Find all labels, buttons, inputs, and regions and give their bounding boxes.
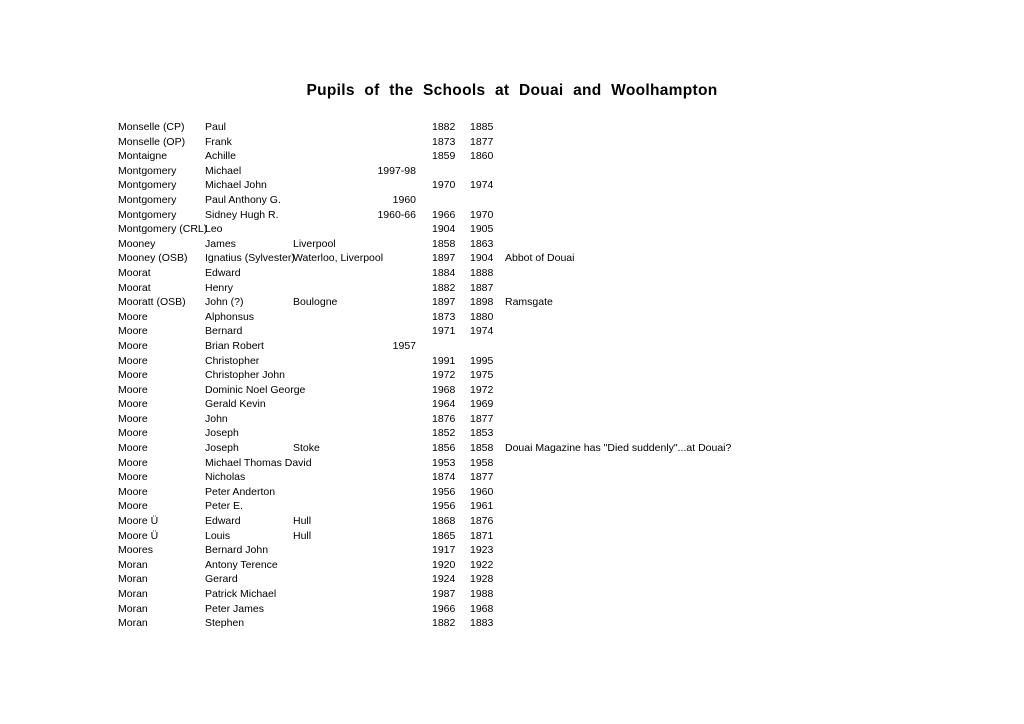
table-row	[118, 237, 1018, 252]
pupil-surname: Mooney	[118, 237, 156, 250]
pupil-given-names: Joseph	[205, 427, 239, 440]
pupil-year-start: 1856	[432, 442, 456, 455]
table-row	[118, 485, 1018, 500]
pupil-given-names: Bernard John	[205, 544, 269, 557]
pupil-year-end: 1888	[470, 266, 494, 279]
pupil-year-end: 1883	[470, 617, 494, 630]
table-row	[118, 281, 1018, 296]
pupil-year-end: 1880	[470, 310, 494, 323]
table-row	[118, 208, 1018, 223]
pupil-given-names: Leo	[205, 223, 223, 236]
table-row	[118, 572, 1018, 587]
pupil-year-start: 1971	[432, 325, 456, 338]
pupil-surname: Moran	[118, 588, 148, 600]
pupil-year-start: 1972	[432, 369, 456, 382]
pupil-year-end: 1928	[470, 573, 494, 586]
table-row	[118, 324, 1018, 339]
pupil-year-end: 1876	[470, 515, 494, 528]
pupil-year-end: 1898	[470, 296, 494, 309]
pupil-given-names: James	[205, 237, 236, 250]
pupil-note: Ramsgate	[505, 296, 553, 309]
pupil-surname: Moore	[118, 471, 148, 484]
table-row	[118, 193, 1018, 208]
pupil-surname: Moore Ü	[118, 529, 159, 542]
table-row	[118, 178, 1018, 193]
pupil-year-end: 1968	[470, 602, 494, 615]
pupil-given-names: Edward	[205, 515, 241, 528]
pupil-given-names: Achille	[205, 150, 236, 163]
pupil-surname: Moran	[118, 617, 148, 630]
pupil-given-names: Gerald Kevin	[205, 398, 266, 411]
pupil-surname: Montgomery	[118, 179, 177, 192]
pupil-year-end: 1858	[470, 442, 494, 455]
table-row	[118, 339, 1018, 354]
pupil-given-names: Christopher John	[205, 369, 285, 382]
pupil-year-start: 1956	[432, 500, 456, 513]
pupil-surname: Moorat	[118, 266, 151, 279]
pupil-given-names: Gerard	[205, 573, 238, 586]
pupil-year-end: 1972	[470, 383, 494, 396]
pupil-year-end: 1974	[470, 179, 494, 192]
pupil-surname: Moore	[118, 485, 148, 498]
pupil-surname: Moore Ü	[118, 515, 159, 528]
table-row	[118, 310, 1018, 325]
pupil-given-names: Michael John	[205, 179, 267, 192]
pupil-date-range: 1960	[392, 193, 416, 206]
table-row	[118, 251, 1018, 266]
pupil-year-start: 1953	[432, 456, 456, 469]
pupil-note: Douai Magazine has "Died suddenly"...at Douai?	[505, 442, 732, 455]
pupil-surname: Moorat	[118, 281, 151, 294]
pupil-year-end: 1863	[470, 237, 494, 250]
table-row	[118, 135, 1018, 150]
pupil-given-names: Peter E.	[205, 500, 243, 513]
table-row	[118, 222, 1018, 237]
pupil-surname: Moran	[118, 602, 148, 615]
pupil-given-names: Sidney Hugh R.	[205, 208, 279, 221]
table-row	[118, 426, 1018, 441]
pupil-given-names: Peter Anderton	[205, 485, 276, 498]
pupil-surname: Montgomery	[118, 193, 177, 206]
pupil-date-range: 1957	[392, 339, 416, 352]
pupil-year-start: 1873	[432, 310, 456, 323]
page-title: Pupils of the Schools at Douai and Woolhampton	[306, 82, 718, 99]
pupil-year-start: 1917	[432, 544, 456, 557]
pupil-place: Waterloo, Liverpool	[293, 252, 384, 265]
pupil-given-names: Nicholas	[205, 471, 246, 484]
pupil-surname: Moore	[118, 412, 148, 425]
table-row	[118, 456, 1018, 471]
pupil-year-start: 1868	[432, 515, 456, 528]
table-row	[118, 529, 1018, 544]
pupil-year-end: 1853	[470, 427, 494, 440]
pupil-year-end: 1975	[470, 369, 494, 382]
pupil-year-end: 1922	[470, 558, 494, 571]
pupil-year-end: 1904	[470, 252, 494, 265]
pupil-surname: Monselle (CP)	[118, 121, 185, 133]
table-row	[118, 164, 1018, 179]
pupil-year-start: 1991	[432, 354, 456, 367]
pupil-year-start: 1964	[432, 398, 456, 411]
table-row	[118, 441, 1018, 456]
pupil-year-end: 1988	[470, 588, 494, 600]
pupil-year-start: 1966	[432, 208, 456, 221]
table-row	[118, 397, 1018, 412]
table-row	[118, 514, 1018, 529]
pupil-surname: Montgomery	[118, 164, 177, 177]
pupil-surname: Moore	[118, 500, 148, 513]
pupil-given-names: Paul Anthony G.	[205, 193, 281, 206]
pupil-year-start: 1897	[432, 252, 456, 265]
pupil-year-start: 1956	[432, 485, 456, 498]
pupil-year-end: 1885	[470, 121, 494, 133]
table-row	[118, 499, 1018, 514]
pupil-year-end: 1877	[470, 471, 494, 484]
table-row	[118, 295, 1018, 310]
pupil-year-start: 1873	[432, 135, 456, 148]
pupil-year-end: 1860	[470, 150, 494, 163]
pupil-year-end: 1974	[470, 325, 494, 338]
pupil-given-names: Paul	[205, 121, 227, 133]
pupil-year-start: 1882	[432, 617, 456, 630]
pupil-given-names: Alphonsus	[205, 310, 255, 323]
table-row	[118, 412, 1018, 427]
pupil-surname: Moore	[118, 354, 148, 367]
pupil-surname: Moore	[118, 456, 148, 469]
pupil-date-range: 1997-98	[377, 164, 416, 177]
pupil-year-start: 1970	[432, 179, 456, 192]
pupil-given-names: Henry	[205, 281, 234, 294]
pupil-year-start: 1968	[432, 383, 456, 396]
pupil-year-end: 1923	[470, 544, 494, 557]
pupil-given-names: John	[205, 412, 228, 425]
table-row	[118, 616, 1018, 631]
pupil-surname: Monselle (OP)	[118, 135, 186, 148]
pupil-given-names: Antony Terence	[205, 558, 278, 571]
pupil-year-end: 1887	[470, 281, 494, 294]
pupil-surname: Moran	[118, 573, 148, 586]
pupil-surname: Moore	[118, 339, 148, 352]
pupils-table	[118, 120, 1018, 631]
pupil-year-end: 1877	[470, 412, 494, 425]
pupil-year-start: 1858	[432, 237, 456, 250]
pupil-given-names: Joseph	[205, 442, 239, 455]
pupil-surname: Moore	[118, 310, 148, 323]
table-row	[118, 587, 1018, 602]
table-row	[118, 470, 1018, 485]
pupil-year-end: 1877	[470, 135, 494, 148]
pupil-given-names: Dominic Noel George	[205, 383, 306, 396]
pupil-surname: Mooney (OSB)	[118, 252, 188, 265]
pupil-year-start: 1882	[432, 121, 456, 133]
pupil-given-names: Brian Robert	[205, 339, 264, 352]
pupil-year-end: 1970	[470, 208, 494, 221]
pupil-given-names: Patrick Michael	[205, 588, 277, 600]
pupil-surname: Moores	[118, 544, 154, 557]
pupil-year-start: 1966	[432, 602, 456, 615]
pupil-given-names: Christopher	[205, 354, 260, 367]
table-row	[118, 368, 1018, 383]
table-row	[118, 383, 1018, 398]
pupil-year-start: 1920	[432, 558, 456, 571]
pupil-surname: Moore	[118, 325, 148, 338]
pupil-year-start: 1884	[432, 266, 456, 279]
pupil-year-end: 1958	[470, 456, 494, 469]
pupil-year-end: 1871	[470, 529, 494, 542]
table-row	[118, 266, 1018, 281]
pupil-given-names: Bernard	[205, 325, 243, 338]
pupil-place: Hull	[293, 515, 312, 528]
pupil-place: Stoke	[293, 442, 320, 455]
pupil-note: Abbot of Douai	[505, 252, 575, 265]
table-row	[118, 602, 1018, 617]
pupil-place: Boulogne	[293, 296, 338, 309]
pupil-surname: Moore	[118, 369, 148, 382]
pupil-given-names: Michael	[205, 164, 242, 177]
pupil-place: Liverpool	[293, 237, 336, 250]
table-row	[118, 543, 1018, 558]
pupil-year-start: 1882	[432, 281, 456, 294]
table-row	[118, 120, 1018, 135]
pupil-surname: Moore	[118, 427, 148, 440]
pupil-year-start: 1904	[432, 223, 456, 236]
pupil-surname: Moore	[118, 383, 148, 396]
pupil-year-start: 1865	[432, 529, 456, 542]
pupil-year-end: 1960	[470, 485, 494, 498]
pupil-given-names: Stephen	[205, 617, 245, 630]
pupil-place: Hull	[293, 529, 312, 542]
pupil-given-names: John (?)	[205, 296, 244, 309]
table-row	[118, 149, 1018, 164]
pupil-date-range: 1960-66	[377, 208, 416, 221]
pupil-given-names: Frank	[205, 135, 232, 148]
pupil-year-end: 1995	[470, 354, 494, 367]
pupil-surname: Mooratt (OSB)	[118, 296, 186, 309]
pupil-year-start: 1897	[432, 296, 456, 309]
pupil-given-names: Ignatius (Sylvester)	[205, 252, 295, 265]
pupil-year-end: 1969	[470, 398, 494, 411]
pupil-year-start: 1874	[432, 471, 456, 484]
pupil-surname: Montaigne	[118, 150, 168, 163]
pupil-year-start: 1876	[432, 412, 456, 425]
table-row	[118, 558, 1018, 573]
pupil-given-names: Edward	[205, 266, 241, 279]
table-row	[118, 354, 1018, 369]
pupil-year-start: 1859	[432, 150, 456, 163]
pupil-given-names: Louis	[205, 529, 231, 542]
pupil-year-start: 1987	[432, 588, 456, 600]
pupil-year-start: 1924	[432, 573, 456, 586]
pupil-surname: Montgomery	[118, 208, 177, 221]
pupil-year-end: 1961	[470, 500, 494, 513]
pupil-surname: Moran	[118, 558, 148, 571]
pupil-surname: Moore	[118, 442, 148, 455]
pupil-year-start: 1852	[432, 427, 456, 440]
pupil-given-names: Peter James	[205, 602, 264, 615]
pupil-year-end: 1905	[470, 223, 494, 236]
pupil-given-names: Michael Thomas David	[205, 456, 312, 469]
pupil-surname: Moore	[118, 398, 148, 411]
pupil-surname: Montgomery (CRL)	[118, 223, 208, 236]
